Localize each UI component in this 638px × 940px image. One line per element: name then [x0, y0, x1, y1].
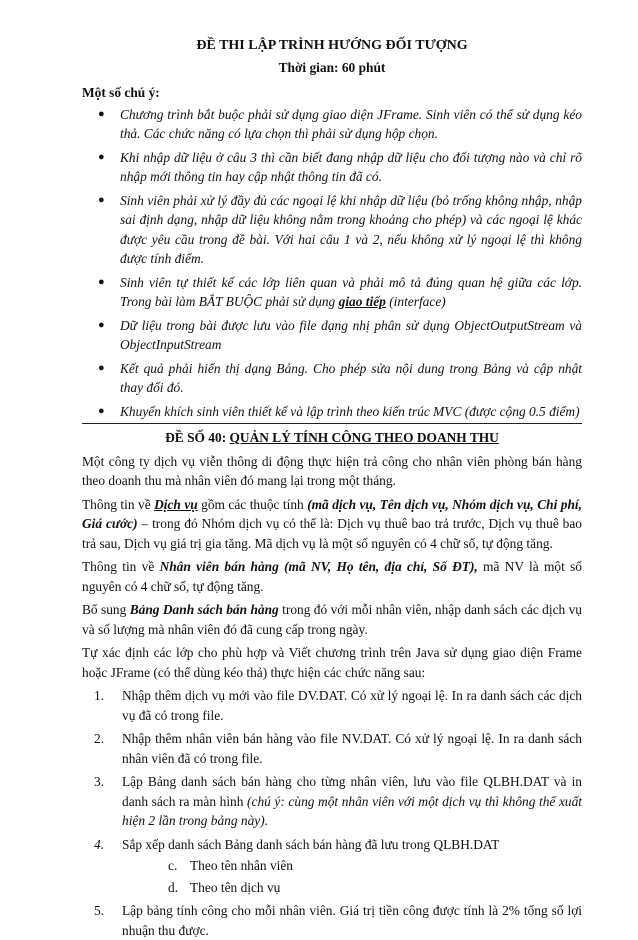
task-paragraph: Tự xác định các lớp cho phù hợp và Viết chương trình trên Java sử dụng giao diện Frame hoặc JFrame (có thể dùng kéo thả) thực hiện các chức năng sau:: [82, 645, 582, 680]
bullet-icon: ●: [98, 107, 105, 120]
document-duration: Thời gian: 60 phút: [278, 59, 386, 75]
bullet-icon: ●: [98, 275, 105, 288]
sort-options: [122, 856, 582, 897]
bullet-icon: ●: [98, 318, 105, 331]
bullet-icon: ●: [98, 193, 105, 206]
interface-emphasis: giao tiếp: [338, 294, 386, 309]
bullet-icon: ●: [98, 404, 105, 417]
staff-paragraph: Thông tin về Nhân viên bán hàng (mã NV, Họ tên, địa chỉ, Số ĐT), mã NV là một số nguyên có 4 chữ số, tự động tăng.: [82, 559, 582, 594]
task-item: 4. Sắp xếp danh sách Bảng danh sách bán hàng đã lưu trong QLBH.DAT c. Theo tên nhân viên d. Theo tên dịch vụ: [94, 835, 582, 898]
task-item: 2. Nhập thêm nhân viên bán hàng vào file NV.DAT. Có xử lý ngoại lệ. In ra danh sách nhân viên đã có trong file.: [94, 731, 582, 766]
note-item: ● Dữ liệu trong bài được lưu vào file dạng nhị phân sử dụng ObjectOutputStream và ObjectInputStream: [98, 317, 582, 352]
notes-list: [82, 105, 582, 422]
note-item: ● Sinh viên phải xử lý đầy đủ các ngoại lệ khi nhập dữ liệu (bỏ trống không nhập, nhập sai định dạng, nhập dữ liệu không nằm trong khoảng cho phép) và các ngoại lệ khác được yêu cầu trong đề bài. Với hai câu 1 và 2, nếu không xử lý ngoại lệ thì không được tính điểm.: [98, 192, 582, 266]
task-list: [82, 686, 582, 940]
table-paragraph: Bổ sung Bảng Danh sách bán hàng trong đó với mỗi nhân viên, nhập danh sách các dịch vụ và số lượng mà nhân viên đó đã cung cấp trong ngày.: [82, 602, 583, 637]
task-item: 3. Lập Bảng danh sách bán hàng cho từng nhân viên, lưu vào file QLBH.DAT và in danh sách ra màn hình (chú ý: cùng một nhân viên với một dịch vụ thì không thể xuất hiện 2 lần trong bảng này).: [94, 774, 582, 828]
notes-heading: Một số chú ý:: [82, 85, 160, 100]
note-item: ● Khuyến khích sinh viên thiết kế và lập trình theo kiến trúc MVC (được cộng 0.5 điểm): [90, 402, 582, 422]
bullet-icon: ●: [98, 361, 105, 374]
service-paragraph: Thông tin về Dịch vụ gồm các thuộc tính (mã dịch vụ, Tên dịch vụ, Nhóm dịch vụ, Chi phí, Giá cước) – trong đó Nhóm dịch vụ có thể là: Dịch vụ thuê bao trả trước, Dịch vụ thuê bao trả sau, Dịch vụ giá trị gia tăng. Mã dịch vụ là một số nguyên có 4 chữ số, tự động tăng.: [82, 496, 582, 551]
task-item: 5. Lập bảng tính công cho mỗi nhân viên. Giá trị tiền công được tính là 2% tổng số lợi nhuận thu được.: [94, 903, 582, 938]
intro-paragraph: Một công ty dịch vụ viễn thông di động thực hiện trả công cho nhân viên phòng bán hàng theo doanh thu mà nhân viên đó mang lại trong một tháng.: [82, 453, 582, 488]
note-item: ● Kết quả phải hiển thị dạng Bảng. Cho phép sửa nội dung trong Bảng và cập nhật thay đổi đó.: [98, 360, 582, 395]
divider: [82, 423, 582, 424]
note-item: ● Chương trình bắt buộc phải sử dụng giao diện JFrame. Sinh viên có thể sử dụng kéo thả. Các chức năng có lựa chọn thì phải sử dụng hộp chọn.: [98, 106, 582, 141]
sort-option: c. Theo tên nhân viên: [168, 858, 293, 873]
note-item: ● Sinh viên tự thiết kế các lớp liên quan và phải mô tả đúng quan hệ giữa các lớp. Trong bài làm BẮT BUỘC phải sử dụng giao tiếp (interface): [98, 274, 582, 309]
bullet-icon: ●: [98, 150, 105, 163]
document-title: ĐỀ THI LẬP TRÌNH HƯỚNG ĐỐI TƯỢNG: [196, 38, 468, 53]
section-title: ĐỀ SỐ 40: QUẢN LÝ TÍNH CÔNG THEO DOANH THU: [165, 430, 499, 445]
sort-option: d. Theo tên dịch vụ: [168, 879, 281, 895]
note-item: ● Khi nhập dữ liệu ở câu 3 thì cần biết đang nhập dữ liệu cho đối tượng nào và chỉ rõ nhập mới thông tin hay cập nhật thông tin đã có.: [98, 149, 582, 184]
task-item: 1. Nhập thêm dịch vụ mới vào file DV.DAT. Có xử lý ngoại lệ. In ra danh sách các dịch vụ đã có trong file.: [94, 688, 582, 723]
